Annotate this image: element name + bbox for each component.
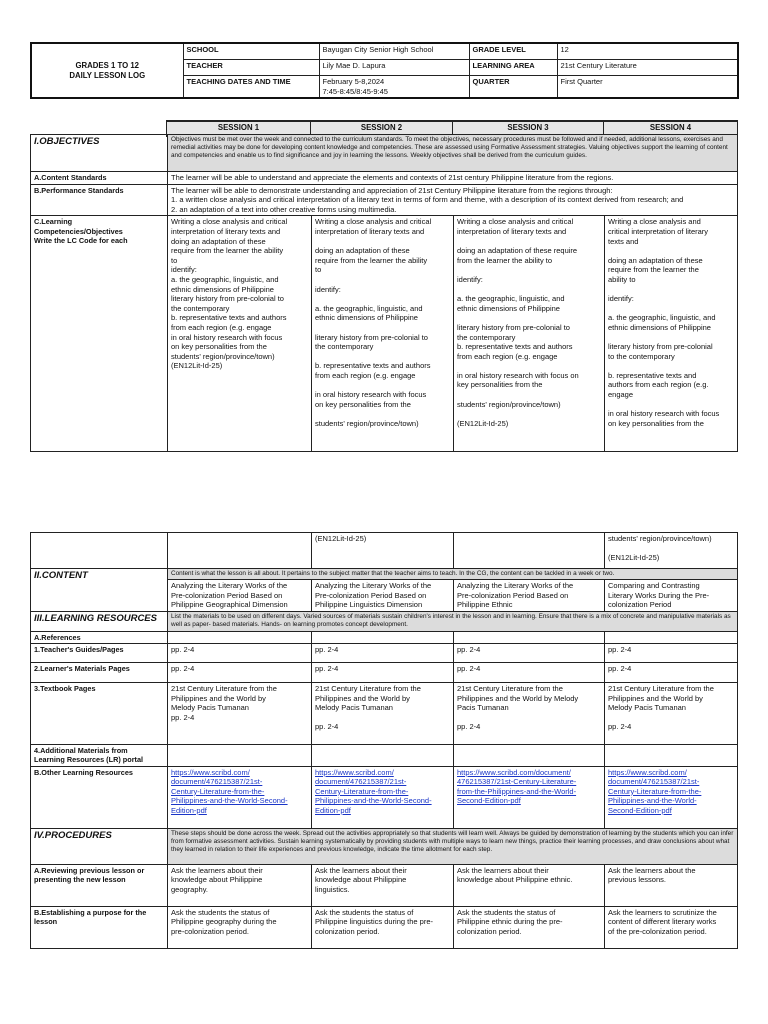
- text-line: ethnic dimensions of Philippine: [608, 322, 711, 332]
- text-line: [315, 323, 450, 333]
- text-line[interactable]: document/476215387/21st-: [315, 777, 407, 787]
- purpose-label-line: lesson: [34, 916, 58, 926]
- text-line: Philippines and the World by: [315, 693, 410, 703]
- text-line: in oral history research with focus: [315, 390, 427, 400]
- continued-session-2: (EN12Lit-Id-25): [312, 533, 454, 569]
- continued-line: students' region/province/town): [608, 534, 712, 543]
- continued-session-1: [168, 533, 312, 569]
- text-line[interactable]: https://www.scribd.com/: [315, 767, 394, 777]
- text-line: interpretation of literary texts and: [171, 226, 281, 236]
- objectives-note: Objectives must be met over the week and connected to the curriculum standards. To meet the objectives, necessary procedures must be followed and if needed, additional lessons, exercises and remedial activities may be done for developing content knowledge and competencies. These are assessed using Formative Assessment strategies. Valuing objectives support the learning of content and competencies and enable us to find significance and joy in learning the lessons. Weekly objectives shall be derived from the curriculum guides.: [168, 135, 738, 172]
- text-line: a. the geographic, linguistic, and: [608, 313, 716, 323]
- competencies-session-1: [168, 216, 312, 452]
- text-line: require from the learner the ability: [315, 255, 428, 265]
- text-line[interactable]: Second-Edition-pdf: [457, 796, 521, 806]
- continued-session-3: [454, 533, 605, 569]
- text-line: Melody Pacis Tumanan: [171, 703, 249, 713]
- grade-level-value: 12: [557, 43, 738, 60]
- text-line: ethnic dimensions of Philippine: [315, 313, 418, 323]
- times-line: 7:45-8:45/8:45-9:45: [322, 86, 388, 96]
- text-line: (EN12Lit-Id-25): [171, 361, 223, 371]
- text-line[interactable]: Edition-pdf: [315, 806, 351, 816]
- text-line: literary history from pre-colonial to: [171, 294, 284, 304]
- content-session-1: [168, 580, 312, 612]
- text-line: pp. 2-4: [315, 722, 339, 732]
- grade-level-label: GRADE LEVEL: [469, 43, 557, 60]
- continued-session-4: [605, 533, 738, 569]
- learners-materials-session-1: pp. 2-4: [168, 663, 312, 683]
- title-line-2: DAILY LESSON LOG: [69, 70, 146, 80]
- text-line: identify:: [315, 284, 341, 294]
- content-standards-label: A.Content Standards: [31, 172, 168, 185]
- text-line[interactable]: https://www.scribd.com/: [608, 767, 687, 777]
- text-line: Philippine Geographical Dimension: [171, 600, 288, 610]
- content-session-2: [312, 580, 454, 612]
- reviewing-label-line: presenting the new lesson: [34, 874, 126, 884]
- text-line: doing an adaptation of these: [315, 246, 410, 256]
- content-note: Content is what the lesson is all about. It pertains to the subject matter that the teacher aims to teach. In the CG, the content can be tackled in a week or two.: [168, 569, 738, 580]
- text-line: a. the geographic, linguistic, and: [171, 274, 279, 284]
- text-line: on key personalities from the: [171, 342, 267, 352]
- text-line: to: [315, 265, 322, 275]
- objectives-table: [30, 134, 738, 452]
- learning-resources-heading: III.LEARNING RESOURCES: [31, 611, 168, 631]
- reviewing-label-line: A.Reviewing previous lesson or: [34, 865, 145, 875]
- text-line: Analyzing the Literary Works of the: [315, 581, 432, 590]
- text-line: pre-colonization period.: [171, 926, 249, 936]
- learners-materials-session-2: pp. 2-4: [312, 663, 454, 683]
- learning-area-value: 21st Century Literature: [557, 60, 738, 76]
- text-line[interactable]: document/476215387/21st-: [171, 777, 263, 787]
- learners-materials-session-3: pp. 2-4: [454, 663, 605, 683]
- text-line: Pre-colonization Period Based on: [457, 590, 569, 600]
- textbook-session-3: [454, 683, 605, 745]
- text-line: literary history from pre-colonial to: [457, 322, 570, 332]
- text-line: critical interpretation of literary: [608, 226, 709, 236]
- text-line: [315, 352, 450, 362]
- resource-link-session-3[interactable]: [454, 766, 605, 828]
- competencies-session-2: [312, 216, 454, 452]
- text-line: [315, 275, 450, 285]
- continued-label-cell: [31, 533, 168, 569]
- teachers-guide-session-3: pp. 2-4: [454, 644, 605, 663]
- text-line: Writing a close analysis and: [608, 217, 701, 227]
- reviewing-session-1: [168, 864, 312, 906]
- text-line: pp. 2-4: [171, 712, 195, 722]
- text-line: [315, 380, 450, 390]
- text-line: Ask the learners to scrutinize the: [608, 907, 717, 917]
- text-line: in oral history research with focus on: [457, 370, 579, 380]
- text-line: literary history from pre-colonial: [608, 342, 713, 352]
- quarter-label: QUARTER: [469, 76, 557, 99]
- text-line: Analyzing the Literary Works of the: [171, 581, 288, 590]
- session-4-header: SESSION 4: [604, 121, 738, 136]
- text-line: Philippine geography during the: [171, 917, 277, 927]
- text-line: Philippines and the World by Melody: [457, 693, 579, 703]
- competencies-label-line: C.Learning: [34, 217, 73, 227]
- text-line[interactable]: Edition-pdf: [171, 806, 207, 816]
- text-line: Ask the learners about the: [608, 865, 696, 875]
- text-line: colonization period.: [457, 926, 522, 936]
- text-line: to: [171, 255, 178, 265]
- text-line: [457, 361, 601, 371]
- content-heading: II.CONTENT: [31, 569, 168, 612]
- text-line: Ask the students the status of: [171, 907, 270, 917]
- document-title: [31, 43, 183, 98]
- text-line: in oral history research with focus: [171, 332, 283, 342]
- text-line: colonization Period: [608, 600, 672, 610]
- text-line: knowledge about Philippine ethnic.: [457, 875, 573, 885]
- text-line: (EN12Lit-Id-25): [457, 418, 509, 428]
- reviewing-lesson-label: [31, 864, 168, 906]
- text-line[interactable]: Philippines-and-the-World-: [608, 796, 697, 806]
- purpose-label-line: B.Establishing a purpose for the: [34, 907, 147, 917]
- text-line: [315, 713, 450, 723]
- text-line: [608, 713, 734, 723]
- objectives-heading: I.OBJECTIVES: [31, 135, 168, 172]
- text-line: identify:: [608, 294, 634, 304]
- text-line: of the pre-colonization period.: [608, 926, 707, 936]
- text-line: Ask the learners about their: [457, 865, 549, 875]
- text-line: Ask the learners about their: [315, 865, 407, 875]
- text-line: to the contemporary: [608, 351, 675, 361]
- other-resources-label: B.Other Learning Resources: [31, 766, 168, 828]
- textbook-pages-label: 3.Textbook Pages: [31, 683, 168, 745]
- learners-materials-session-4: pp. 2-4: [605, 663, 738, 683]
- text-line: 21st Century Literature from the: [608, 684, 714, 694]
- text-line: literary history from pre-colonial to: [315, 332, 428, 342]
- session-2-header: SESSION 2: [311, 121, 453, 136]
- performance-line: The learner will be able to demonstrate understanding and appreciation of 21st Century Philippine literature from the regions through:: [171, 185, 613, 195]
- reviewing-session-4: [605, 864, 738, 906]
- text-line: colonization period.: [315, 926, 380, 936]
- text-line: [457, 285, 601, 295]
- text-line: Pre-colonization Period Based on: [315, 590, 427, 600]
- text-line: Pacis Tumanan: [457, 703, 509, 713]
- textbook-session-4: [605, 683, 738, 745]
- text-line[interactable]: Second-Edition-pdf: [608, 806, 672, 816]
- text-line: students' region/province/town): [171, 351, 275, 361]
- purpose-session-3: [454, 906, 605, 948]
- text-line: Pre-colonization Period Based on: [171, 590, 283, 600]
- text-line: texts and: [608, 236, 639, 246]
- text-line: Philippines and the World by: [171, 693, 266, 703]
- additional-materials-label: [31, 745, 168, 767]
- additional-materials-line: 4.Additional Materials from: [34, 746, 128, 756]
- text-line[interactable]: from-the-Philippines-and-the-World-: [457, 786, 577, 796]
- text-line: Philippine linguistics during the pre-: [315, 917, 433, 927]
- competencies-session-4: [605, 216, 738, 452]
- text-line: knowledge about Philippine: [315, 875, 407, 885]
- text-line: b. representative texts and authors: [457, 342, 573, 352]
- text-line: 21st Century Literature from the: [315, 684, 421, 694]
- learning-area-label: LEARNING AREA: [469, 60, 557, 76]
- lesson-plan-table: [30, 532, 738, 949]
- text-line: b. representative texts and authors: [315, 361, 431, 371]
- text-line: [608, 333, 734, 343]
- text-line[interactable]: Century-Literature-from-the-: [608, 786, 702, 796]
- text-line: the contemporary: [315, 342, 374, 352]
- textbook-session-2: [312, 683, 454, 745]
- text-line: content of different literary works: [608, 917, 717, 927]
- performance-standards-label: B.Performance Standards: [31, 184, 168, 216]
- text-line[interactable]: document/476215387/21st-: [608, 777, 700, 787]
- text-line: linguistics.: [315, 884, 350, 894]
- text-line: on key personalities from the: [315, 399, 411, 409]
- performance-standards-text: [168, 184, 738, 216]
- text-line: interpretation of literary texts and: [315, 226, 425, 236]
- purpose-session-2: [312, 906, 454, 948]
- header-table: [30, 42, 739, 99]
- performance-line: 2. an adaptation of a text into other creative forms using multimedia.: [171, 204, 397, 214]
- text-line: require from the learner the: [608, 265, 699, 275]
- text-line: Literary Works During the Pre-: [608, 590, 710, 600]
- school-label: SCHOOL: [183, 43, 319, 60]
- textbook-session-1: [168, 683, 312, 745]
- text-line: Ask the learners about their: [171, 865, 263, 875]
- text-line: pp. 2-4: [457, 722, 481, 732]
- text-line: in oral history research with focus: [608, 409, 720, 419]
- text-line[interactable]: 476215387/21st-Century-Literature-: [457, 777, 577, 787]
- teacher-value: Lily Mae D. Lapura: [319, 60, 469, 76]
- teachers-guide-session-4: pp. 2-4: [605, 644, 738, 663]
- text-line[interactable]: https://www.scribd.com/: [171, 767, 250, 777]
- text-line: Comparing and Contrasting: [608, 581, 700, 590]
- text-line: [315, 409, 450, 419]
- text-line: engage: [608, 390, 634, 400]
- reviewing-session-2: [312, 864, 454, 906]
- dates-line: February 5-8,2024: [322, 77, 385, 86]
- procedures-heading: IV.PROCEDURES: [31, 828, 168, 864]
- text-line: [457, 313, 601, 323]
- text-line: from each region (e.g. engage: [457, 351, 558, 361]
- teaching-dates-label: TEACHING DATES AND TIME: [183, 76, 319, 99]
- text-line: geography.: [171, 884, 208, 894]
- text-line: knowledge about Philippine: [171, 875, 263, 885]
- text-line: [608, 304, 734, 314]
- text-line: ethnic dimensions of Philippine: [457, 303, 560, 313]
- text-line: from each region (e.g. engage: [315, 370, 416, 380]
- text-line: Philippine ethnic during the pre-: [457, 917, 563, 927]
- text-line: Philippine Linguistics Dimension: [315, 600, 423, 610]
- text-line: on key personalities from the: [608, 418, 704, 428]
- text-line: Writing a close analysis and critical: [457, 217, 574, 227]
- text-line: [457, 390, 601, 400]
- text-line: from each region (e.g. engage: [171, 322, 272, 332]
- competencies-session-3: [454, 216, 605, 452]
- session-1-header: SESSION 1: [167, 121, 311, 136]
- text-line: Ask the students the status of: [457, 907, 556, 917]
- text-line: 21st Century Literature from the: [457, 684, 563, 694]
- text-line: doing an adaptation of these require: [457, 246, 578, 256]
- quarter-value: First Quarter: [557, 76, 738, 99]
- text-line[interactable]: Century-Literature-from-the-: [171, 786, 265, 796]
- text-line: doing an adaptation of these: [608, 255, 703, 265]
- text-line: pp. 2-4: [608, 722, 632, 732]
- purpose-session-1: [168, 906, 312, 948]
- text-line: require from the learner the ability: [171, 246, 284, 256]
- text-line: students' region/province/town): [457, 399, 561, 409]
- continued-line: (EN12Lit-Id-25): [608, 553, 660, 563]
- text-line: ability to: [608, 274, 636, 284]
- teachers-guide-session-1: pp. 2-4: [168, 644, 312, 663]
- competencies-label-line: Competencies/Objectives: [34, 226, 123, 236]
- text-line: students' region/province/town): [315, 418, 419, 428]
- school-value: Bayugan City Senior High School: [319, 43, 469, 60]
- text-line[interactable]: Century-Literature-from-the-: [315, 786, 409, 796]
- text-line: b. representative texts and: [608, 370, 697, 380]
- text-line: Analyzing the Literary Works of the: [457, 581, 574, 590]
- text-line: the contemporary: [457, 332, 516, 342]
- resource-link-session-2[interactable]: [312, 766, 454, 828]
- text-line: [608, 400, 734, 410]
- text-line: the contemporary: [171, 303, 230, 313]
- purpose-label: [31, 906, 168, 948]
- text-line: authors from each region (e.g.: [608, 380, 709, 390]
- performance-line: 1. a written close analysis and critical interpretation of a literary text in terms of form and theme, with a description of its context derived from research; and: [171, 195, 684, 205]
- text-line: identify:: [457, 274, 483, 284]
- text-line: Melody Pacis Tumanan: [315, 703, 393, 713]
- text-line: key personalities from the: [457, 380, 543, 390]
- resource-link-session-1[interactable]: [168, 766, 312, 828]
- text-line: Melody Pacis Tumanan: [608, 703, 686, 713]
- text-line: Ask the students the status of: [315, 907, 414, 917]
- teacher-label: TEACHER: [183, 60, 319, 76]
- text-line: from the learner the ability to: [457, 255, 553, 265]
- text-line: [315, 294, 450, 304]
- teachers-guide-label: 1.Teacher's Guides/Pages: [31, 644, 168, 663]
- learners-materials-label: 2.Learner's Materials Pages: [31, 663, 168, 683]
- content-session-3: [454, 580, 605, 612]
- text-line: [457, 409, 601, 419]
- additional-materials-line: Learning Resources (LR) portal: [34, 755, 144, 765]
- text-line: interpretation of literary texts and: [457, 226, 567, 236]
- session-3-header: SESSION 3: [453, 121, 604, 136]
- text-line: [608, 361, 734, 371]
- learning-resources-note: List the materials to be used on different days. Varied sources of materials sustain children's interest in the lesson and in learning. Ensure that there is a mix of concrete and manipulative materials as well as paper- based materials. Hands- on learning promotes concept development.: [168, 611, 738, 631]
- purpose-session-4: [605, 906, 738, 948]
- teaching-dates-value: [319, 76, 469, 99]
- text-line: [608, 285, 734, 295]
- text-line: Writing a close analysis and critical: [315, 217, 432, 227]
- text-line: 21st Century Literature from the: [171, 684, 277, 694]
- competencies-label: [31, 216, 168, 452]
- text-line: b. representative texts and authors: [171, 313, 287, 323]
- text-line[interactable]: Philippines-and-the-World-Second-: [171, 796, 288, 806]
- reviewing-session-3: [454, 864, 605, 906]
- text-line: previous lessons.: [608, 875, 666, 885]
- text-line: [315, 237, 450, 247]
- text-line: doing an adaptation of these: [171, 236, 266, 246]
- text-line: Philippines and the World by: [608, 693, 703, 703]
- text-line: [457, 265, 601, 275]
- text-line[interactable]: https://www.scribd.com/document/: [457, 767, 571, 777]
- text-line: a. the geographic, linguistic, and: [457, 294, 565, 304]
- text-line: Philippine Ethnic: [457, 600, 513, 610]
- text-line: a. the geographic, linguistic, and: [315, 303, 423, 313]
- competencies-label-line: Write the LC Code for each: [34, 235, 128, 245]
- text-line: [457, 713, 601, 723]
- content-standards-text: The learner will be able to understand and appreciate the elements and contexts of 21st century Philippine literature from the regions.: [168, 172, 738, 185]
- text-line: ethnic dimensions of Philippine: [171, 284, 274, 294]
- teachers-guide-session-2: pp. 2-4: [312, 644, 454, 663]
- text-line[interactable]: Philippines-and-the-World-Second-: [315, 796, 432, 806]
- text-line: [457, 237, 601, 247]
- text-line: identify:: [171, 265, 197, 275]
- resource-link-session-4[interactable]: [605, 766, 738, 828]
- text-line: Writing a close analysis and critical: [171, 217, 288, 227]
- text-line: [608, 246, 734, 256]
- procedures-note: These steps should be done across the week. Spread out the activities appropriately so that students will learn well. Always be guided by demonstration of learning by the students which you can infer from formative assessment activities. Sustain learning systematically by providing students with multiple ways to learn new things, practice their learning processes, and draw conclusions about what they learned in relation to their life experiences and previous knowledge, indicate the time allotment for each step.: [168, 828, 738, 864]
- content-session-4: [605, 580, 738, 612]
- references-label: A.References: [31, 631, 168, 643]
- title-line-1: GRADES 1 TO 12: [75, 60, 140, 70]
